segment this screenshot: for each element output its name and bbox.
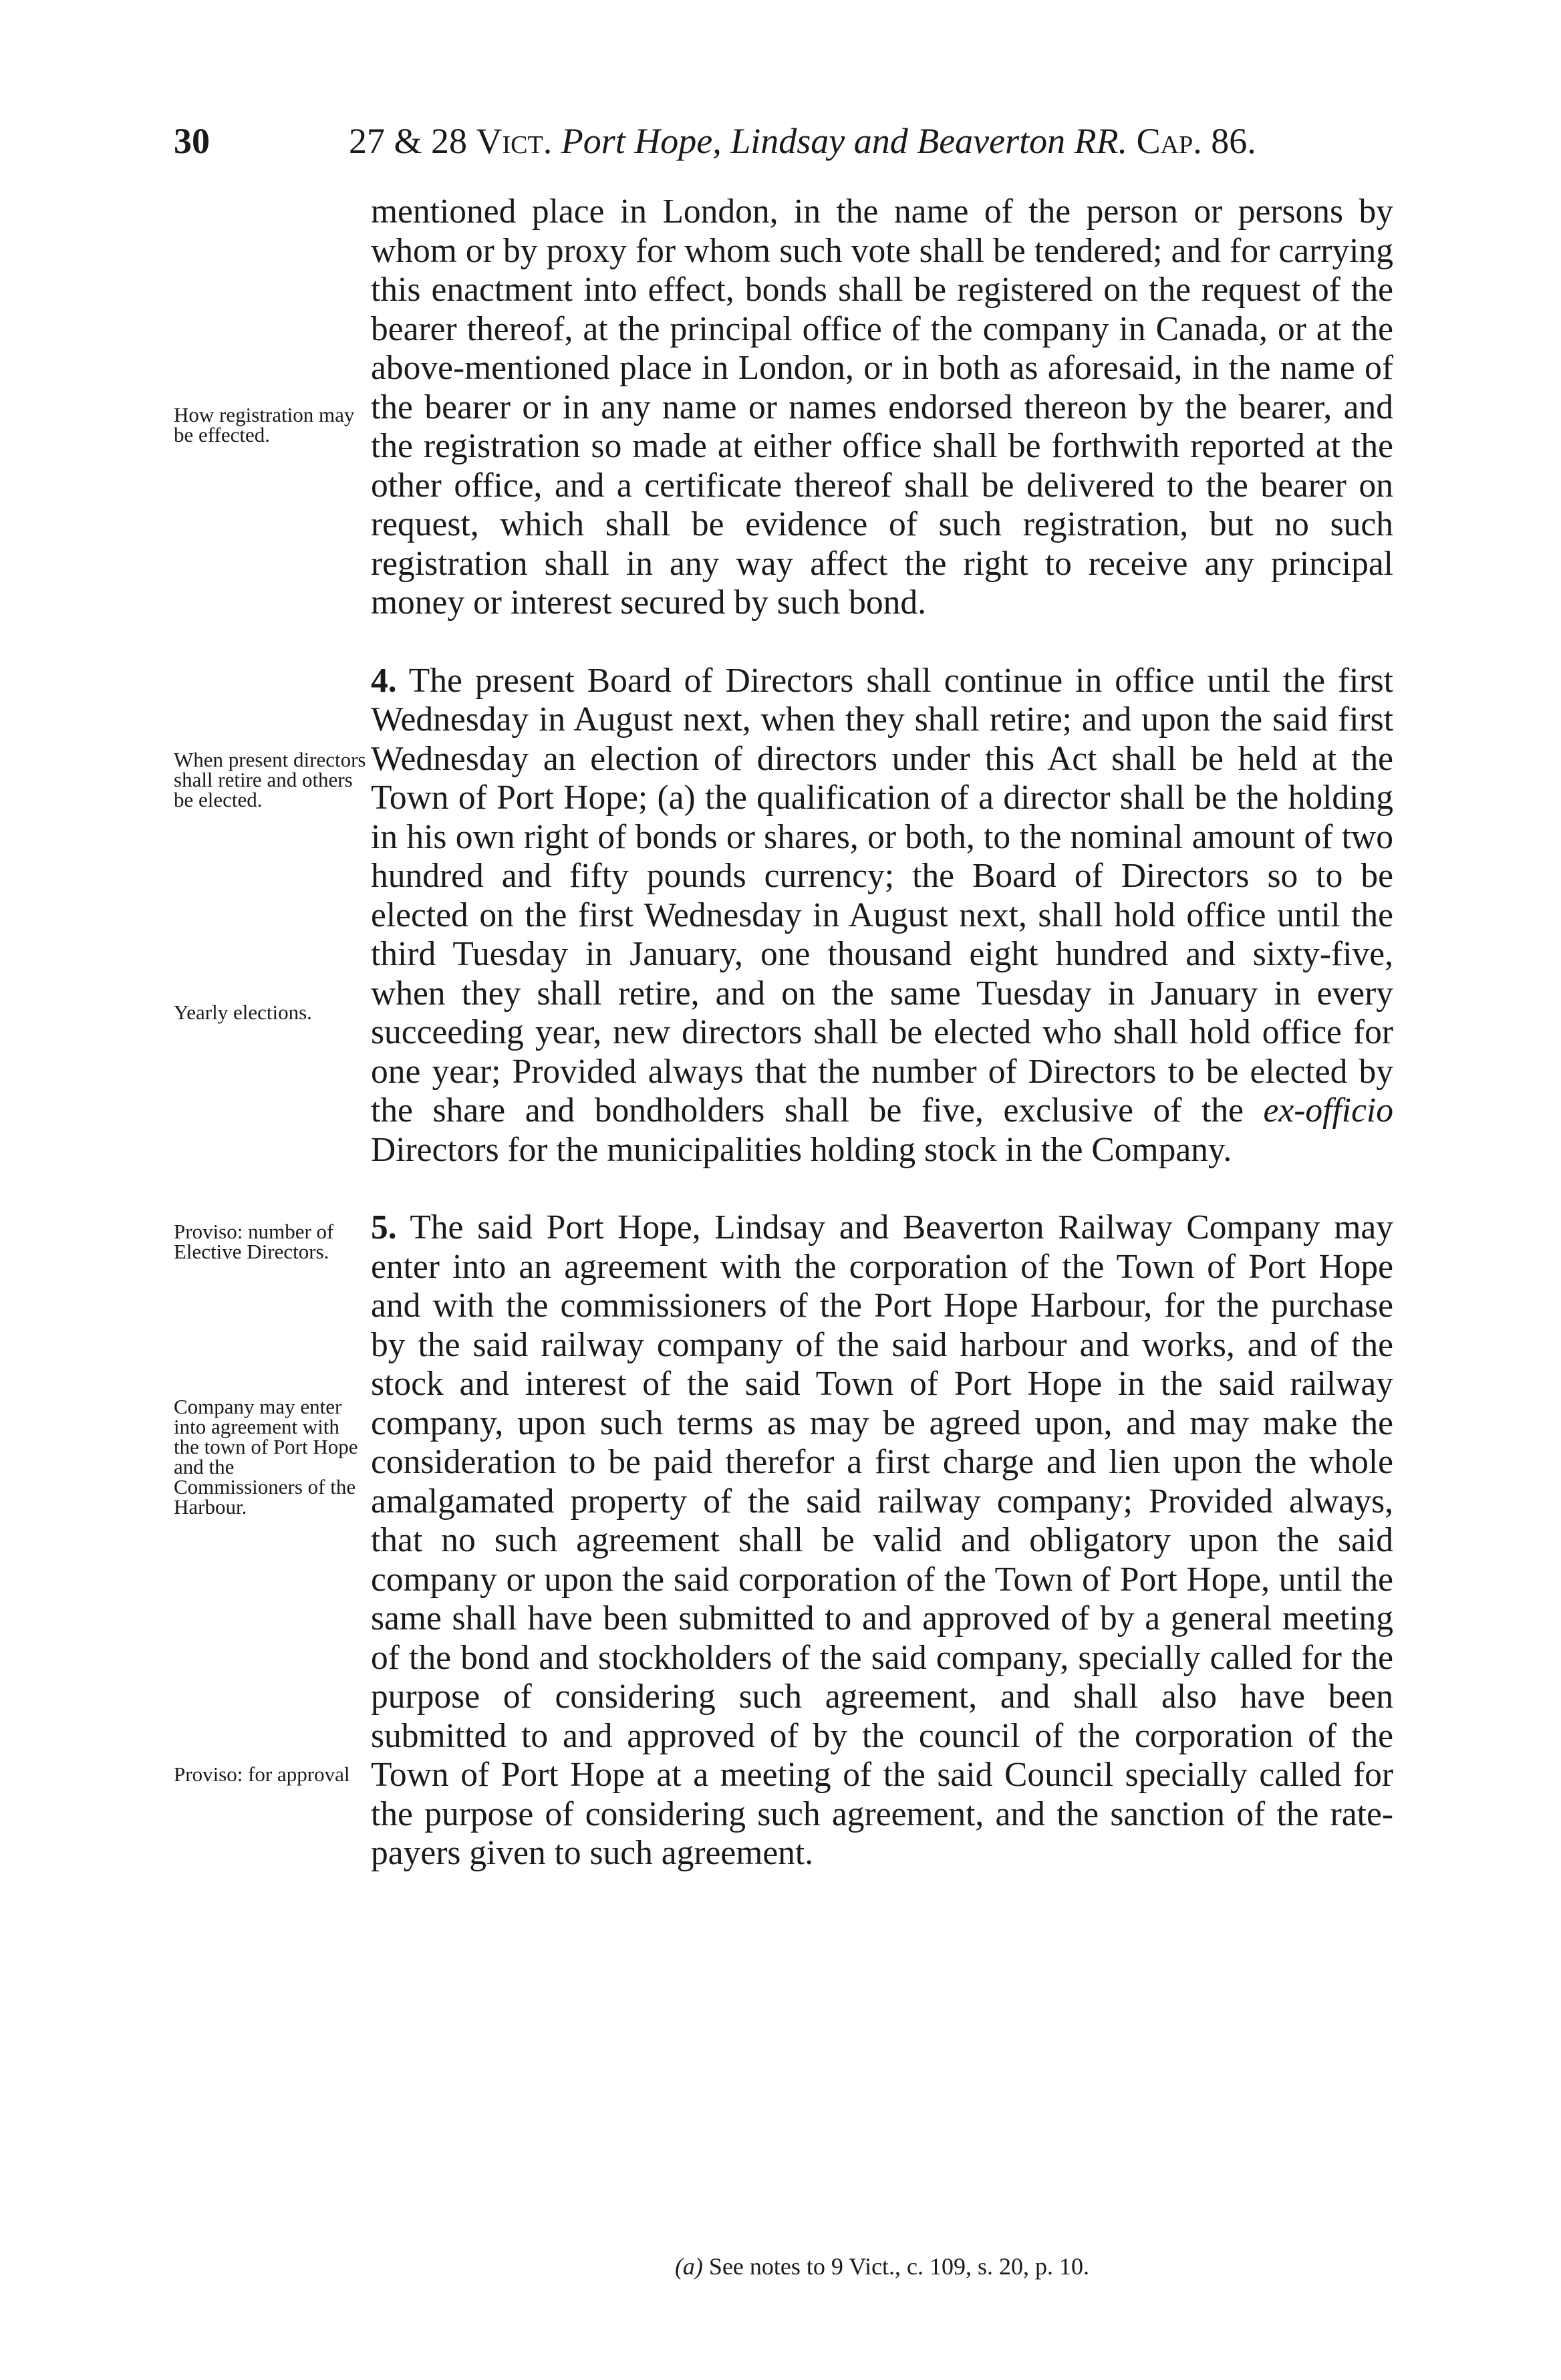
margin-note: When present directors shall retire and others be elected. — [174, 748, 366, 811]
section-number: 5. — [371, 1208, 397, 1246]
footnote-text: See notes to 9 Vict., c. 109, s. 20, p. 10. — [702, 2253, 1090, 2280]
running-title — [349, 120, 1256, 162]
margin-note: Company may enter into agreement with the town of Port Hope and the Commissioners of the Harbour. — [174, 1395, 358, 1518]
footnote — [371, 2252, 1393, 2280]
margin-note: How registration may be effected. — [174, 403, 355, 446]
section-number: 4. — [371, 661, 397, 700]
section-4 — [371, 662, 1393, 1170]
act-title: Port Hope, Lindsay and Beaverton RR. — [561, 121, 1128, 161]
page-number: 30 — [174, 121, 210, 161]
section-text: The said Port Hope, Lindsay and Beaverton Railway Company may enter into an agreement with the corporation of the Town of Port Hope and with the commissioners of the Port Hope Harbour, for the purchase by the said railway company of the said harbour and works, and of the stock and interest of the said Town of Port Hope in the said railway company, upon such terms as may be agreed upon, and may make the consideration to be paid therefor a first charge and lien upon the whole amalgamated property of the said railway company; Provided always, that no such agreement shall be valid and obligatory upon the said company or upon the said corporation of the Town of Port Hope, until the same shall have been submitted to and approved of by a general meeting of the bond and stockholders of the said company, specially called for the purpose of considering such agreement, and shall also have been submitted to and approved of by the council of the corporation of the Town of Port Hope at a meeting of the said Council specially called for the purpose of considering such agreement, and the sanction of the rate-payers given to such agreement. — [371, 1208, 1393, 1872]
statute-years: 27 & 28 — [349, 121, 476, 161]
margin-note: Yearly elections. — [174, 1001, 312, 1024]
footnote-mark: (a) — [674, 2253, 703, 2280]
margin-note: Proviso: for approval — [174, 1762, 350, 1786]
section-text: The present Board of Directors shall continue in office until the first Wednesday in August next, when they shall retire; and upon the said first Wednesday an election of directors under this Act shall be held at the Town of Port Hope; (a) the qualification of a director shall be the holding in his own right of bonds or shares, or both, to the nominal amount of two hundred and fifty pounds currency; the Board of Directors so to be elected on the first Wednesday in August next, shall hold office until the third Tuesday in January, one thousand eight hundred and sixty-five, when they shall retire, and on the same Tuesday in January in every succeeding year, new directors shall be elected who shall hold office for one year; Provided always that the number of Directors to be elected by the share and bondholders shall be five, exclusive of the — [371, 661, 1393, 1130]
section-italic-term: ex-officio — [1263, 1091, 1393, 1130]
body-text — [371, 192, 1393, 1873]
margin-note: Proviso: number of Elective Directors. — [174, 1220, 334, 1263]
chapter-number: Cap. 86. — [1136, 121, 1256, 161]
section-text: Directors for the municipalities holding stock in the Company. — [371, 1130, 1232, 1169]
paragraph-continuation: mentioned place in London, in the name of the person or persons by whom or by proxy for whom such vote shall be tendered; and for carrying this enactment into effect, bonds shall be registered on the request of the bearer thereof, at the principal office of the company in Canada, or at the above-mentioned place in London, or in both as aforesaid, in the name of the bearer or in any name or names endorsed thereon by the bearer, and the registration so made at either office shall be forthwith reported at the other office, and a certificate thereof shall be delivered to the bearer on request, which shall be evidence of such registration, but no such registration shall in any way affect the right to receive any principal money or interest secured by such bond. — [371, 192, 1393, 622]
section-5 — [371, 1208, 1393, 1873]
statute-vict: Vict. — [476, 121, 553, 161]
page-header — [174, 120, 1441, 180]
